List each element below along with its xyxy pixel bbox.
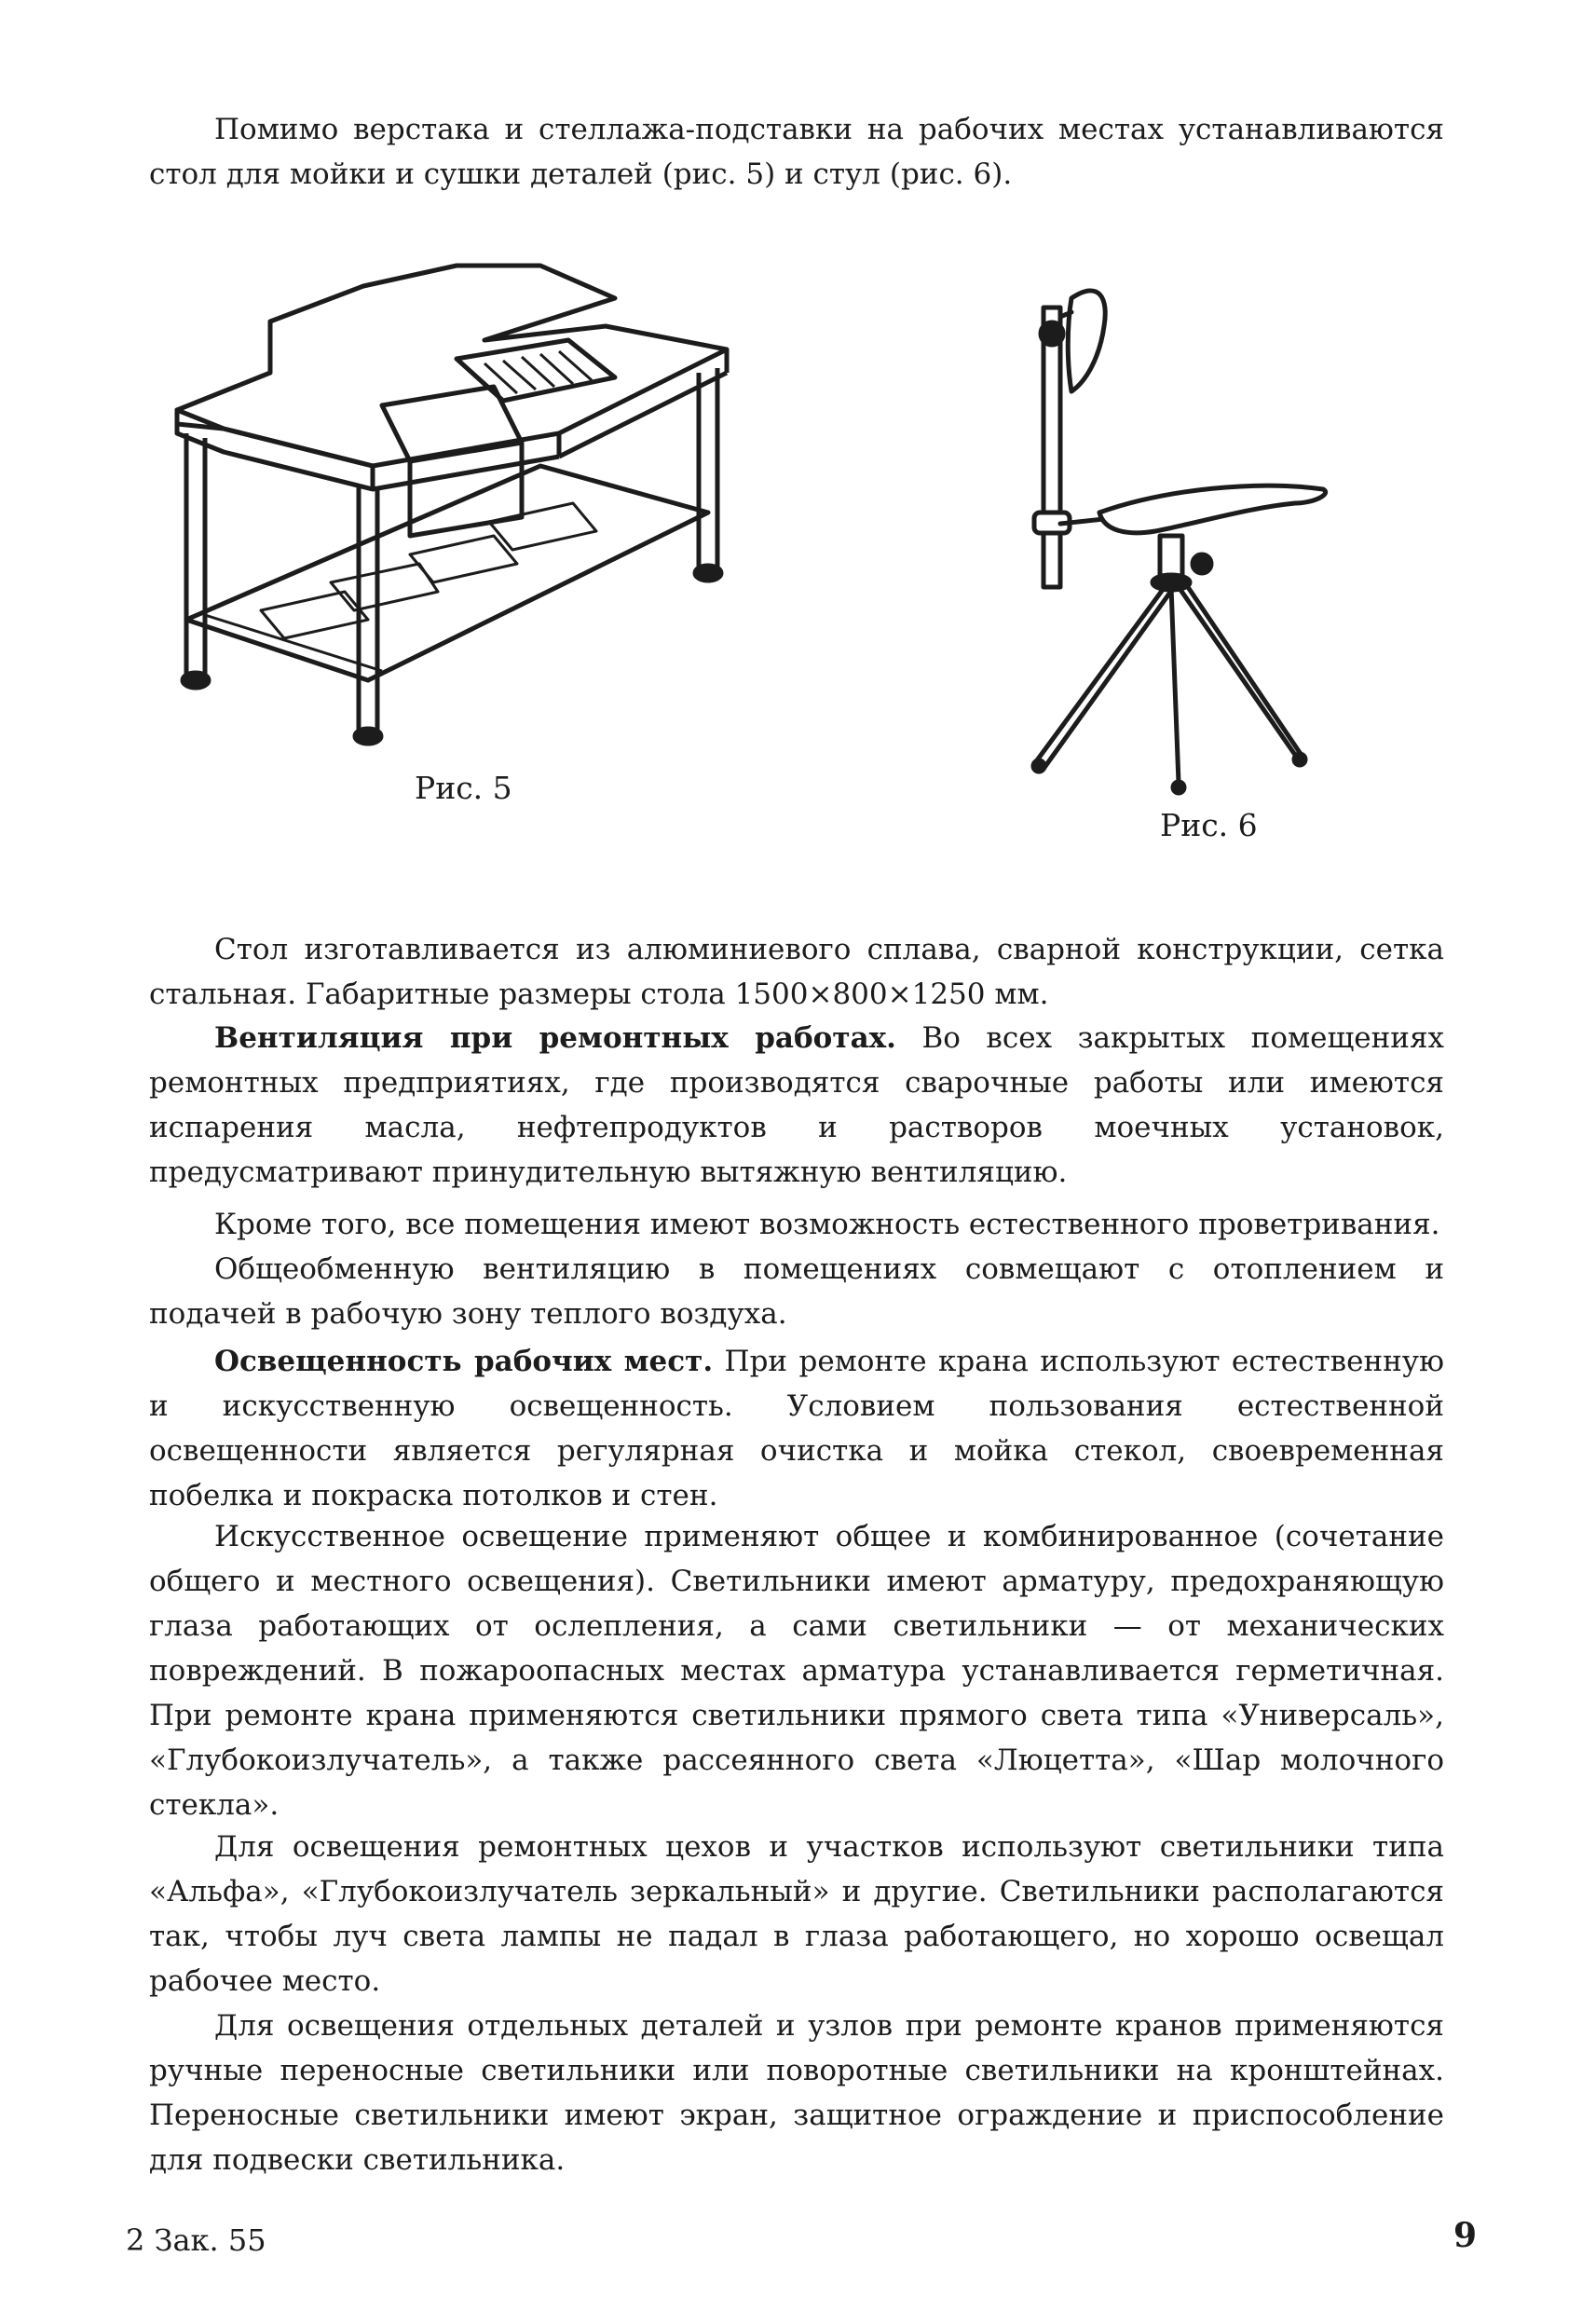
ventilation-text: Во всех закрытых помещениях ремонтных предприятиях, где производятся сварочные работы или имеются испарения масла, нефтепродуктов и растворов моечных установок, предусматривают принудительную вытяжную вентиляцию.: [149, 1021, 1444, 1189]
page-number: 9: [1453, 2216, 1478, 2255]
lighting-heading: Освещенность рабочих мест.: [214, 1345, 714, 1378]
lighting-paragraph-3: Для освещения ремонтных цехов и участков используют светильники типа «Альфа», «Глубокоизлучатель зеркальный» и другие. Светильники располагаются так, чтобы луч света лампы не падал в глаза работающего, но хорошо освещал рабочее место.: [149, 1830, 1444, 1998]
intro-paragraph: Помимо верстака и стеллажа-подставки на рабочих местах устанавливаются стол для мойки и сушки деталей (рис. 5) и стул (рис. 6).: [149, 113, 1444, 191]
ventilation-heading: Вентиляция при ремонтных работах.: [214, 1021, 896, 1055]
lighting-text: При ремонте крана используют естественную и искусственную освещенность. Условием пользования естественной освещенности является регулярная очистка и мойка стекол, своевременная побелка и покраска потолков и стен.: [149, 1345, 1445, 1512]
lighting-paragraph-2: Искусственное освещение применяют общее и комбинированное (сочетание общего и местного освещения). Светильники имеют арматуру, предохраняющую глаза работающих от ослепления, а сами светильники — от механических повреждений. В пожароопасных местах арматура устанавливается герметичная. При ремонте крана применяются светильники прямого света типа «Универсаль», «Глубокоизлучатель», а также рассеянного света «Люцетта», «Шар молочного стекла».: [149, 1520, 1444, 1822]
table-spec-paragraph: Стол изготавливается из алюминиевого сплава, сварной конструкции, сетка стальная. Габаритные размеры стола 1500×800×1250 мм.: [149, 933, 1444, 1011]
ventilation-paragraph-2: Кроме того, все помещения имеют возможность естественного проветривания.: [214, 1208, 1440, 1241]
washing-table-drawing: [149, 247, 764, 759]
figure6-caption: Рис. 6: [1160, 807, 1258, 843]
order-mark: 2 Зак. 55: [126, 2222, 266, 2258]
ventilation-paragraph-3: Общеобменную вентиляцию в помещениях совмещают с отоплением и подачей в рабочую зону теплого воздуха.: [149, 1252, 1444, 1331]
lighting-paragraph-4: Для освещения отдельных деталей и узлов при ремонте кранов применяются ручные переносные светильники или поворотные светильники на кронштейнах. Переносные светильники имеют экран, защитное ограждение и приспособление для подвески светильника.: [149, 2009, 1444, 2177]
lighting-paragraph: [149, 1339, 1444, 1518]
chair-drawing: [1016, 280, 1351, 801]
ventilation-paragraph: [149, 1016, 1444, 1195]
figure5-caption: Рис. 5: [415, 770, 512, 806]
